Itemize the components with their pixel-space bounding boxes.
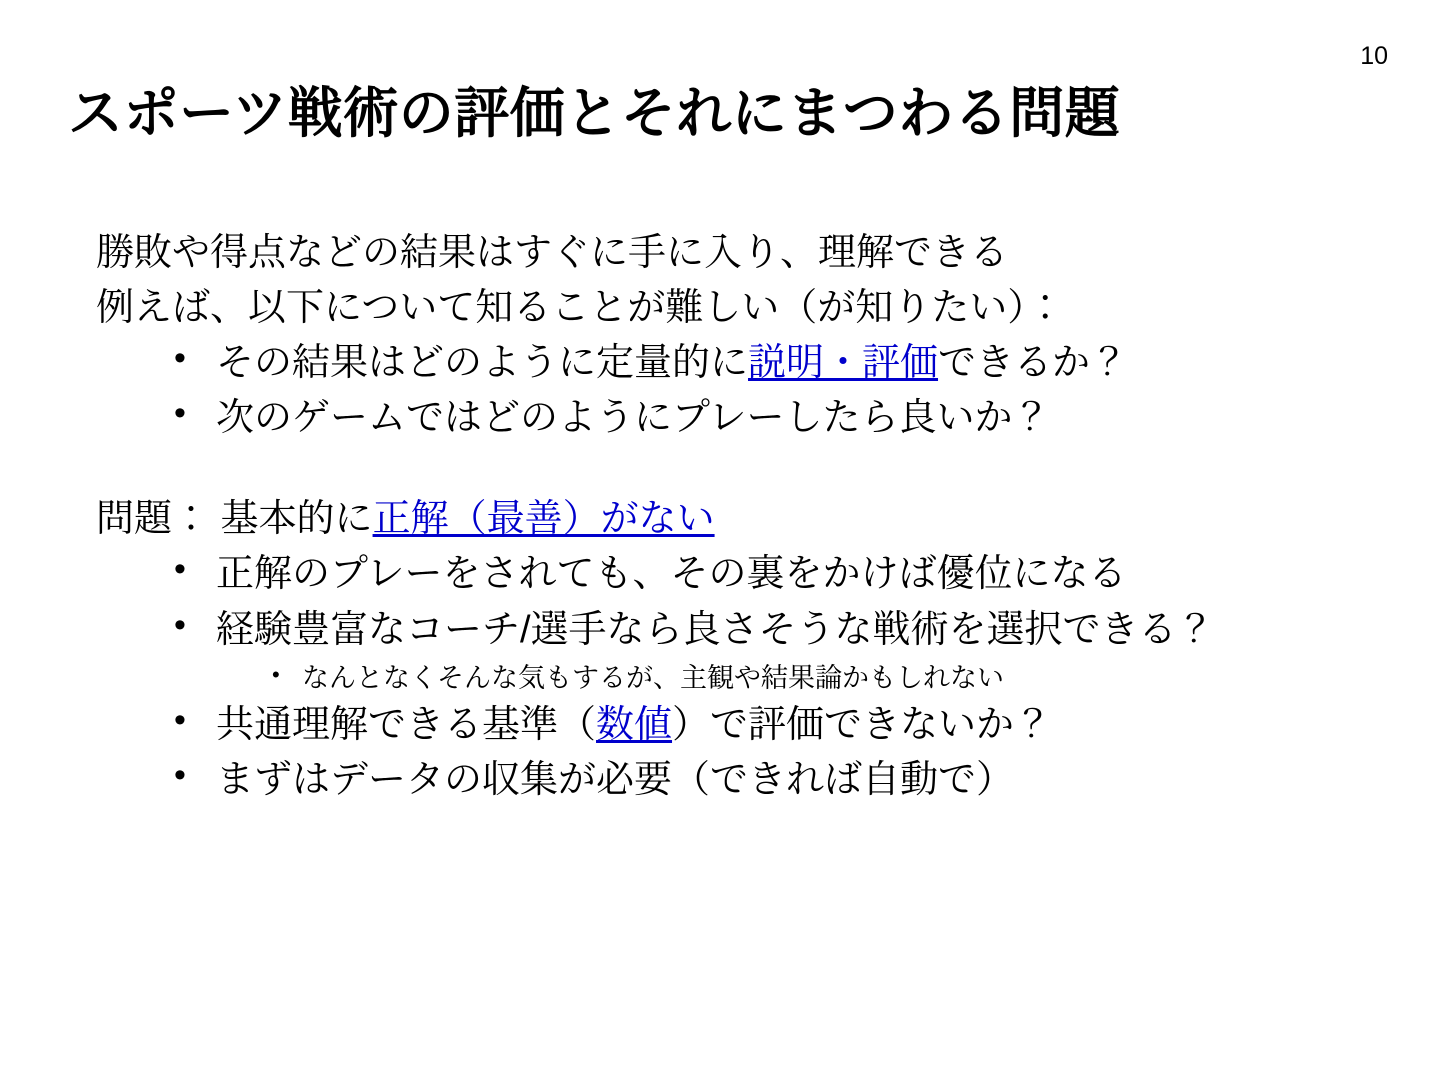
body-line-3-highlight: 正解（最善）がない <box>372 498 715 541</box>
sub-bullet-item-1 <box>96 658 1386 699</box>
bullet-item-5 <box>96 698 1386 753</box>
bullet-marker-icon: • <box>174 701 186 740</box>
slide-number: 10 <box>1360 42 1388 70</box>
bullet-item-5-suffix: ）で評価できないか？ <box>672 704 1053 747</box>
body-line-3-prefix: 問題： 基本的に <box>96 498 373 541</box>
bullet-item-2 <box>96 391 1386 446</box>
bullet-item-6 <box>96 753 1386 808</box>
bullet-item-6-text: まずはデータの収集が必要（できれば自動で） <box>216 759 1015 802</box>
body-line-2: 例えば、以下について知ることが難しい（が知りたい）： <box>96 287 1065 330</box>
bullet-marker-icon: • <box>174 605 186 644</box>
bullet-item-1-suffix: できるか？ <box>938 342 1129 385</box>
bullet-marker-icon: • <box>174 339 186 378</box>
page-title: スポーツ戦術の評価とそれにまつわる問題 <box>68 82 1121 144</box>
bullet-item-1 <box>96 336 1386 391</box>
bullet-item-1-prefix: その結果はどのように定量的に <box>216 342 749 385</box>
bullet-item-2-text: 次のゲームではどのようにプレーしたら良いか？ <box>216 397 1051 440</box>
bullet-item-5-text <box>168 698 1052 753</box>
body-line-3 <box>96 492 1386 547</box>
bullet-marker-icon: • <box>174 550 186 589</box>
sub-bullet-marker-icon: • <box>272 661 280 687</box>
bullet-marker-icon: • <box>174 394 186 433</box>
sub-bullet-item-1-text: なんとなくそんな気もするが、主観や結果論かもしれない <box>302 662 1004 693</box>
bullet-item-1-text <box>168 336 1128 391</box>
section-spacer <box>96 446 1386 492</box>
bullet-item-3-text: 正解のプレーをされても、その裏をかけば優位になる <box>216 553 1127 596</box>
bullet-item-4-text: 経験豊富なコーチ/選手なら良さそうな戦術を選択できる？ <box>216 608 1215 651</box>
bullet-marker-icon: • <box>174 756 186 795</box>
bullet-item-5-highlight: 数値 <box>596 704 673 747</box>
bullet-item-4 <box>96 603 1386 658</box>
slide-body <box>96 226 1386 808</box>
body-line-1: 勝敗や得点などの結果はすぐに手に入り、理解できる <box>96 232 1009 274</box>
bullet-item-1-highlight: 説明・評価 <box>748 342 939 385</box>
bullet-item-3 <box>96 547 1386 602</box>
bullet-item-5-prefix: 共通理解できる基準（ <box>216 704 597 747</box>
